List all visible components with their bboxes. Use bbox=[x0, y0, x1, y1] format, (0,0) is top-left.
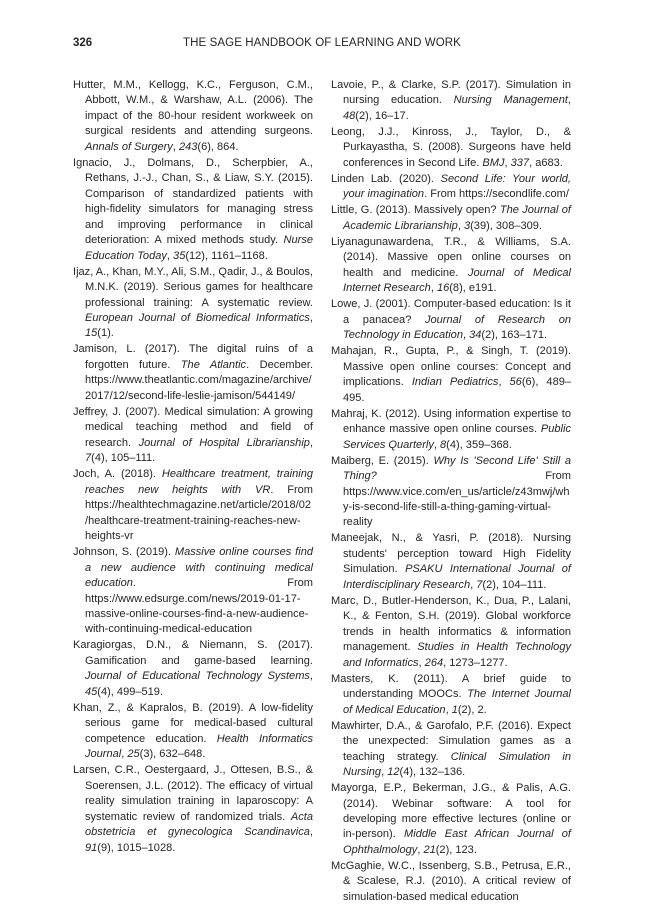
reference-entry: Little, G. (2013). Massively open? The Journal of Academic Librarianship, 3(39), 308–309. bbox=[331, 204, 571, 232]
reference-entry: Mahajan, R., Gupta, P., & Singh, T. (2019). Massive open online courses: Concept and implications. Indian Pediatrics, 56(6), 489–495. bbox=[331, 345, 571, 404]
running-header bbox=[73, 37, 571, 53]
reference-entry: Masters, K. (2011). A brief guide to understanding MOOCs. The Internet Journal of Medical Education, 1(2), 2. bbox=[331, 672, 571, 716]
right-reference-column bbox=[331, 78, 571, 906]
reference-entry: Liyanagunawardena, T.R., & Williams, S.A. (2014). Massive open online courses on health and medicine. Journal of Medical Internet Research, 16(8), e191. bbox=[331, 235, 571, 295]
reference-entry: Marc, D., Butler-Henderson, K., Dua, P., Lalani, K., & Fenton, S.H. (2019). Global workforce trends in health informatics & information management. Studies in Health Technology and Informatics, 264, 1273–1277. bbox=[331, 594, 571, 669]
running-title: THE SAGE HANDBOOK OF LEARNING AND WORK bbox=[183, 37, 461, 49]
reference-entry: Joch, A. (2018). Healthcare treatment, training reaches new heights with VR. From https://healthtechmagazine.net/article/2018/02/healthcare-treatment-training-reaches-new-heights-vr bbox=[73, 468, 313, 543]
reference-entry: Khan, Z., & Kapralos, B. (2019). A low-fidelity serious game for medical-based cultural competence education. Health Informatics Journal, 25(3), 632–648. bbox=[73, 701, 313, 761]
reference-entry: Jamison, L. (2017). The digital ruins of a forgotten future. The Atlantic. December. https://www.theatlantic.com/magazine/archive/2017/12/second-life-leslie-jamison/544149/ bbox=[73, 343, 314, 402]
reference-entry: Ignacio, J., Dolmans, D., Scherpbier, A., Rethans, J.-J., Chan, S., & Liaw, S.Y. (2015). Comparison of standardized patients with high-fidelity simulators for managing stress and improving performance in clinical deterioration: A mixed methods study. Nurse Education Today, 35(12), 1161–1168. bbox=[73, 156, 313, 262]
reference-entry: Maneejak, N., & Yasri, P. (2018). Nursing students' perception toward High Fidelity Simulation. PSAKU International Journal of Interdisciplinary Research, 7(2), 104–111. bbox=[331, 532, 571, 591]
reference-entry: Mahraj, K. (2012). Using information expertise to enhance massive open online courses. Public Services Quarterly, 8(4), 359–368. bbox=[331, 407, 571, 451]
page-number: 326 bbox=[73, 37, 93, 49]
reference-entry: Lavoie, P., & Clarke, S.P. (2017). Simulation in nursing education. Nursing Management, 48(2), 16–17. bbox=[331, 79, 571, 122]
reference-entry: Karagiorgas, D.N., & Niemann, S. (2017). Gamification and game-based learning. Journal of Educational Technology Systems, 45(4), 499–519. bbox=[73, 639, 313, 698]
reference-entry: Lowe, J. (2001). Computer-based education: Is it a panacea? Journal of Research on Technology in Education, 34(2), 163–171. bbox=[331, 298, 571, 342]
reference-entry: Ijaz, A., Khan, M.Y., Ali, S.M., Qadir, J., & Boulos, M.N.K. (2019). Serious games for healthcare professional training: A systematic review. European Journal of Biomedical Informatics, 15(1). bbox=[73, 265, 313, 340]
reference-entry: Hutter, M.M., Kellogg, K.C., Ferguson, C.M., Abbott, W.M., & Warshaw, A.L. (2006). The impact of the 80-hour resident workweek on surgical residents and attending surgeons. Annals of Surgery, 243(6), 864. bbox=[73, 79, 313, 153]
reference-entry: Jeffrey, J. (2007). Medical simulation: A growing medical teaching method and field of research. Journal of Hospital Librarianship, 7(4), 105–111. bbox=[73, 405, 314, 465]
reference-entry: McGaghie, W.C., Issenberg, S.B., Petrusa, E.R., & Scalese, R.J. (2010). A critical review of simulation-based medical education bbox=[331, 859, 571, 903]
reference-entry: Leong, J.J., Kinross, J., Taylor, D., & Purkayastha, S. (2008). Surgeons have held conferences in Second Life. BMJ, 337, a683. bbox=[331, 125, 571, 169]
reference-entry: Larsen, C.R., Oestergaard, J., Ottesen, B.S., & Soerensen, J.L. (2012). The efficacy of virtual reality simulation training in laparoscopy: A systematic review of randomized trials. Acta obstetricia et gynecologica Scandinavica, 91(9), 1015–1028. bbox=[73, 764, 313, 854]
reference-entry: Mayorga, E.P., Bekerman, J.G., & Palis, A.G. (2014). Webinar software: A tool for developing more effective lectures (online or in-person). Middle East African Journal of Ophthalmology, 21(2), 123. bbox=[331, 782, 571, 856]
reference-entry: Maiberg, E. (2015). Why Is 'Second Life' Still a Thing? From https://www.vice.com/en_us/article/z43mwj/why-is-second-life-still-a-thing-gaming-virtual-reality bbox=[331, 454, 571, 529]
reference-entry: Johnson, S. (2019). Massive online courses find a new audience with continuing medical education. From https://www.edsurge.com/news/2019-01-17-massive-online-courses-find-a-new-audience-with-continuing-medical-education bbox=[73, 546, 313, 636]
reference-entry: Mawhirter, D.A., & Garofalo, P.F. (2016). Expect the unexpected: Simulation games as a teaching strategy. Clinical Simulation in Nursing, 12(4), 132–136. bbox=[331, 719, 571, 779]
reference-entry: Linden Lab. (2020). Second Life: Your world, your imagination. From https://secondlife.com/ bbox=[331, 172, 571, 201]
left-reference-column bbox=[73, 78, 313, 857]
